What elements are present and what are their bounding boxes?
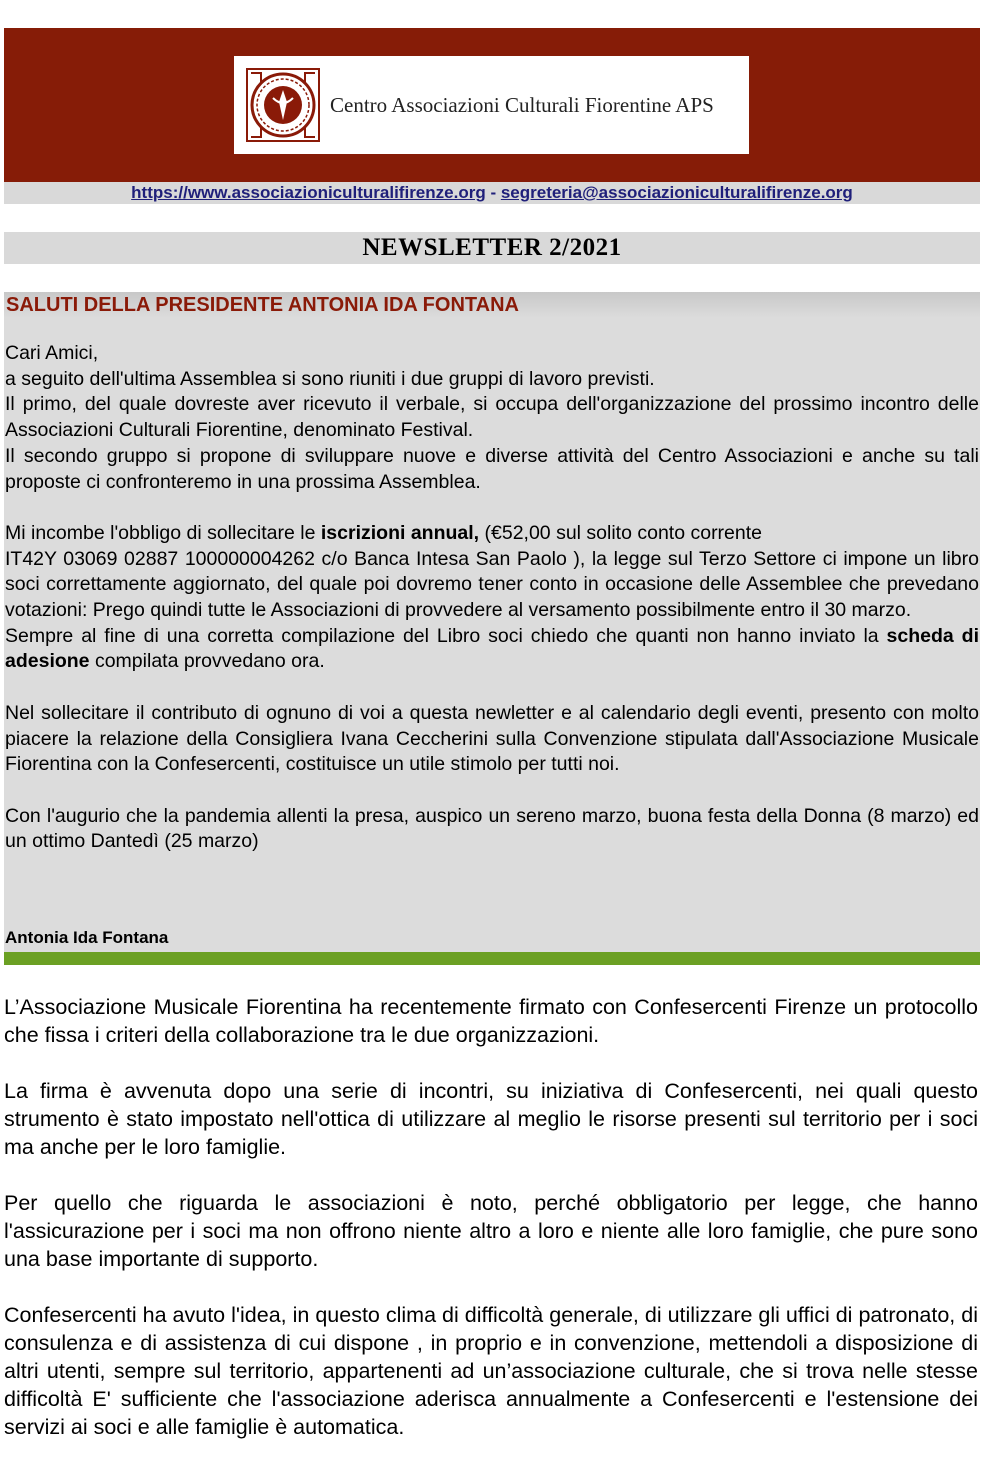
logo-box bbox=[234, 56, 749, 154]
greeting-p2-bold-b: scheda di adesione bbox=[5, 624, 979, 673]
article-paragraph-4: Confesercenti ha avuto l'idea, in questo clima di difficoltà generale, di utilizzare gli uffici di patronato, di consulenza e di assistenza di cui dispone , in proprio e in convenzione, mettendoli a disposizione di altri utenti, sempre sul territorio, appartenenti ad un’associazione culturale, che si trova nelle stesse difficoltà E' sufficiente che l'associazione aderisca annualmente a Confesercenti e l'estensione dei servizi ai soci e alle famiglie è automatica. bbox=[4, 1303, 978, 1439]
org-name: Centro Associazioni Culturali Fiorentine APS bbox=[330, 92, 714, 117]
greeting-p2-text-b: (€52,00 sul solito conto corrente IT42Y 03069 02887 100000004262 c/o Banca Intesa San Paolo ), la legge sul Terzo Settore ci impone un libro soci correttamente aggiornato, del quale poi dovremo tener conto in occasione delle Assemblee che prevedano votazioni: Prego quindi tutte le Associazioni di provvedere al versamento possibilmente entro il 30 marzo. Sempre al fine di una corretta compilazione del Libro soci chiedo che quanti non hanno inviato la bbox=[5, 521, 979, 647]
newsletter-title-bar bbox=[4, 232, 980, 264]
header-band bbox=[4, 28, 980, 182]
greeting-paragraph-4: Con l'augurio che la pandemia allenti la presa, auspico un sereno marzo, buona festa della Donna (8 marzo) ed un ottimo Dantedì (25 marzo) bbox=[5, 804, 979, 853]
website-link[interactable]: https://www.associazioniculturalifirenze.org bbox=[131, 183, 486, 202]
greeting-paragraph-2 bbox=[5, 521, 979, 675]
newsletter-title: NEWSLETTER 2/2021 bbox=[362, 234, 622, 261]
seal-icon bbox=[246, 68, 320, 142]
greeting-paragraph-3: Nel sollecitare il contributo di ognuno di voi a questa newletter e al calendario degli eventi, presento con molto piacere la relazione della Consigliera Ivana Ceccherini sulla Convenzione stipulata dall'Associazione Musicale Fiorentina con la Confesercenti, costituisce un utile stimolo per tutti noi. bbox=[5, 701, 979, 776]
article-body bbox=[4, 993, 978, 1469]
greeting-p2-bold-a: iscrizioni annual, bbox=[320, 521, 480, 544]
president-greeting bbox=[4, 318, 980, 952]
greeting-p2-text-a: Mi incombe l'obbligo di sollecitare le bbox=[5, 521, 321, 544]
greeting-text bbox=[5, 341, 979, 855]
greeting-paragraph-1: Cari Amici, a seguito dell'ultima Assemblea si sono riuniti i due gruppi di lavoro previsti. Il primo, del quale dovreste aver ricevuto il verbale, si occupa dell'organizzazione del prossimo incontro delle Associazioni Culturali Fiorentine, denominato Festival. Il secondo gruppo si propone di sviluppare nuove e diverse attività del Centro Associazioni e anche su tali proposte ci confronteremo in una prossima Assemblea. bbox=[5, 342, 979, 493]
greeting-p2-text-c: compilata provvedano ora. bbox=[89, 650, 325, 673]
article-paragraph-2: La firma è avvenuta dopo una serie di incontri, su iniziativa di Confesercenti, nei quali questo strumento è stato impostato nell'ottica di utilizzare al meglio le risorse presenti sul territorio per i soci ma anche per le loro famiglie. bbox=[4, 1079, 978, 1159]
article-paragraph-1: L’Associazione Musicale Fiorentina ha recentemente firmato con Confesercenti Firenze un protocollo che fissa i criteri della collaborazione tra le due organizzazioni. bbox=[4, 995, 978, 1047]
link-separator: - bbox=[485, 183, 501, 202]
email-link[interactable]: segreteria@associazioniculturalifirenze.org bbox=[500, 183, 853, 202]
contact-links-bar bbox=[4, 182, 980, 204]
article-paragraph-3: Per quello che riguarda le associazioni è noto, perché obbligatorio per legge, che hanno l'assicurazione per i soci ma non offrono niente altro a loro e niente alle loro famiglie, che pure sono una base importante di supporto. bbox=[4, 1191, 978, 1271]
section-divider bbox=[4, 952, 980, 965]
signature: Antonia Ida Fontana bbox=[5, 928, 169, 947]
section-title-bar bbox=[4, 292, 980, 318]
section-title: SALUTI DELLA PRESIDENTE ANTONIA IDA FONTANA bbox=[6, 294, 519, 316]
